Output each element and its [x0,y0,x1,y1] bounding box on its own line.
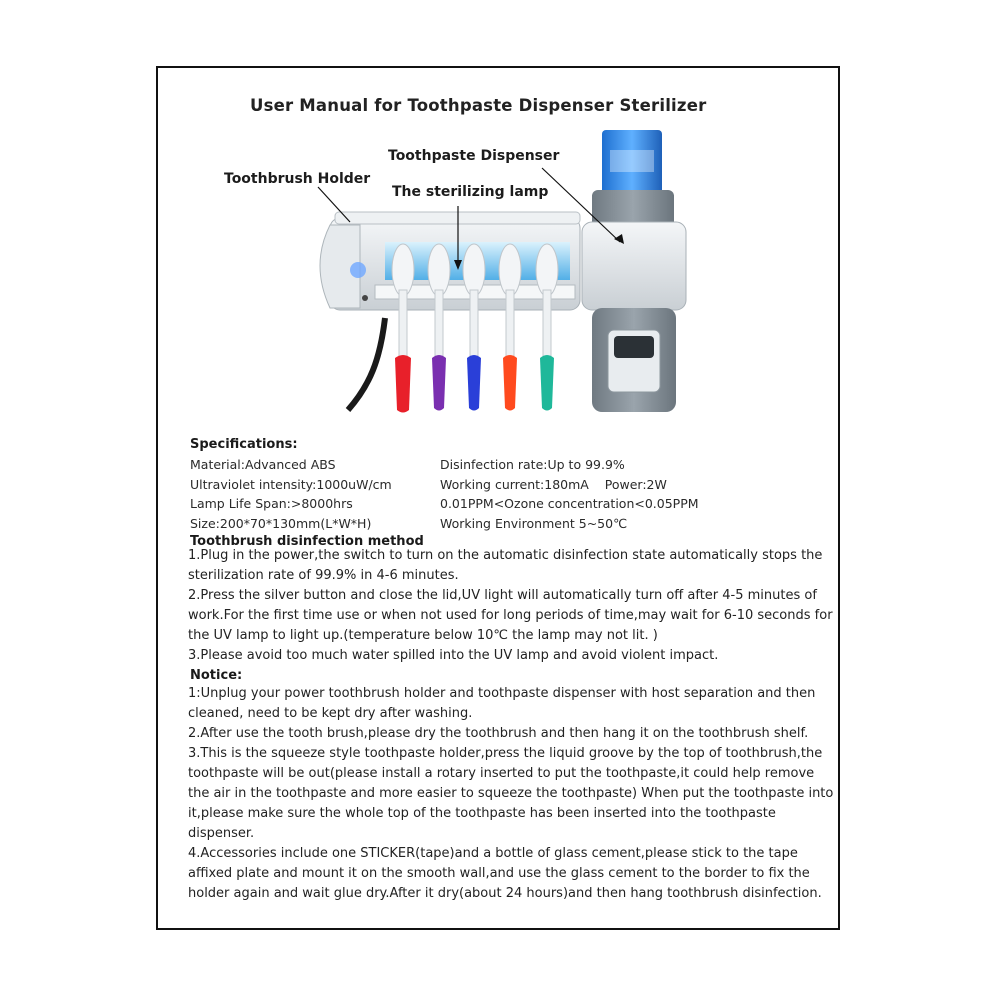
disinfection-item: 2.Press the silver button and close the lid,UV light will automatically turn off after 4-5 minutes of work.For the first time use or when not used for long periods of time,may wait for 6-10 seconds for the UV lamp to light up.(temperature below 10℃ the lamp may not lit. ) [188,588,833,643]
specifications-heading: Specifications: [190,437,298,452]
disinfection-item: 1.Plug in the power,the switch to turn on the automatic disinfection state automatically stops the sterilization rate of 99.9% in 4-6 minutes. [188,548,823,583]
notice-item: 2.After use the tooth brush,please dry the toothbrush and then hang it on the toothbrush shelf. [188,726,809,741]
spec-environment: Working Environment 5~50℃ [440,515,628,531]
notice-item: 4.Accessories include one STICKER(tape)and a bottle of glass cement,please stick to the tape affixed plate and mount it on the smooth wall,and use the glass cement to the border to fix the holder again and wait glue dry.After it dry(about 24 hours)and then hang toothbrush disinfection. [188,846,822,901]
notice-list [188,684,834,904]
callout-toothpaste-dispenser: Toothpaste Dispenser [388,148,560,164]
spec-uv-intensity: Ultraviolet intensity:1000uW/cm [190,476,392,492]
spec-disinfection-rate: Disinfection rate:Up to 99.9% [440,457,625,472]
manual-title: User Manual for Toothpaste Dispenser Sterilizer [250,96,707,115]
spec-current-power: Working current:180mA Power:2W [440,476,667,492]
specs-right-column [440,455,699,533]
notice-item: 1:Unplug your power toothbrush holder and toothpaste dispenser with host separation and then cleaned, need to be kept dry after washing. [188,686,816,721]
disinfection-item: 3.Please avoid too much water spilled into the UV lamp and avoid violent impact. [188,648,719,663]
disinfection-list [188,546,834,666]
spec-material: Material:Advanced ABS [190,457,336,472]
notice-heading: Notice: [190,668,243,683]
disinfection-heading: Toothbrush disinfection method [190,534,424,549]
spec-size: Size:200*70*130mm(L*W*H) [190,515,372,531]
toothpaste-dispenser [582,130,686,412]
specs-left-column [190,455,392,533]
spec-ozone: 0.01PPM<Ozone concentration<0.05PPM [440,496,699,511]
callout-sterilizing-lamp: The sterilizing lamp [392,184,549,200]
spec-lamp-life: Lamp Life Span:>8000hrs [190,496,353,511]
callout-toothbrush-holder: Toothbrush Holder [224,171,371,187]
notice-item: 3.This is the squeeze style toothpaste holder,press the liquid groove by the top of toothbrush,the toothpaste will be out(please install a rotary inserted to put the toothpaste,it could help remove the air in the toothpaste and more easier to squeeze the toothpaste) When put the toothpaste into it,please make sure the whole top of the toothpaste has been inserted into the toothpaste dispenser. [188,746,834,841]
holder-arrow [318,187,350,222]
power-cord [348,318,385,410]
